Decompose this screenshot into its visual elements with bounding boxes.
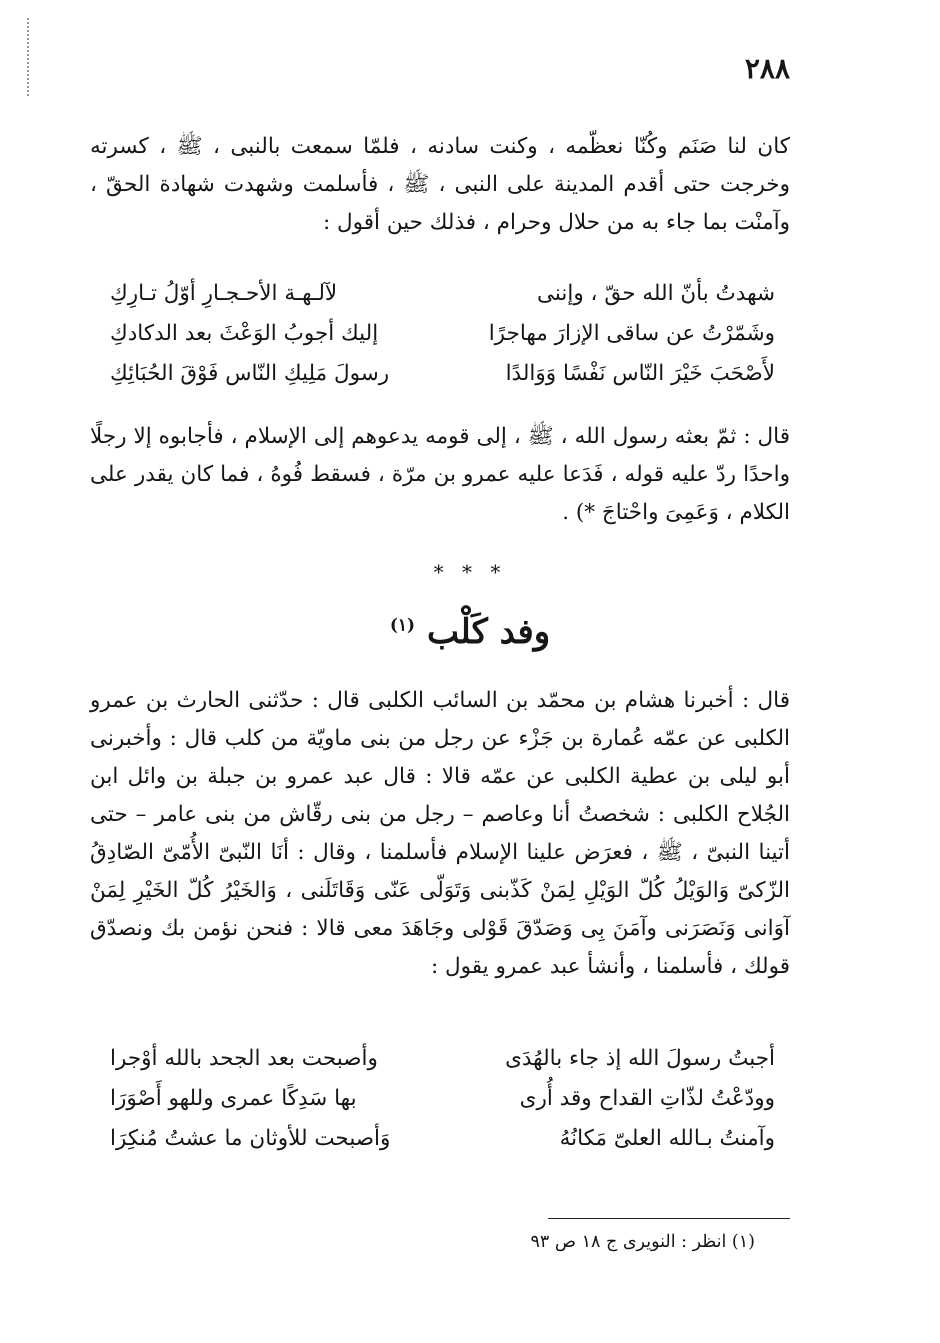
paragraph-1: كان لنا صَنَم وكُنّا نعظّمه ، وكنت سادنه ، فلمّا سمعت بالنبى ، ﷺ ، كسرته وخرجت حتى أقدم المدينة على النبى ، ﷺ ، فأسلمت وشهدت شهادة الحقّ ، وآمنْت بما جاء به من حلال وحرام ، فذلك حين أقول : <box>90 134 790 235</box>
verse-first-half: شهدتُ بأنّ الله حقّ ، وإننى <box>536 281 775 306</box>
verse-line <box>110 274 775 314</box>
verse-first-half: وودّعْتُ لذّاتِ القداح وقد أُرى <box>519 1086 775 1111</box>
section-heading <box>0 612 940 652</box>
footnote-rule <box>548 1218 790 1219</box>
verse-second-half: وأصبحت بعد الجحد بالله أوْجرا <box>110 1046 378 1071</box>
verse-second-half: إليك أجوبُ الوَعْثَ بعد الدكادكِ <box>110 321 379 346</box>
verse-second-half: وَأصبحت للأوثان ما عشتُ مُنكِرَا <box>110 1126 391 1151</box>
verse-line <box>110 354 775 394</box>
verse-first-half: وشَمّرْتُ عن ساقى الإزارَ مهاجرًا <box>488 321 775 346</box>
verse-line <box>110 314 775 354</box>
verse-line <box>110 1119 775 1159</box>
verse-line <box>110 1079 775 1119</box>
section-separator: * * * <box>433 560 507 584</box>
verse-line <box>110 1039 775 1079</box>
footnote-marker: (١) <box>389 615 416 636</box>
paragraph-3: قال : أخبرنا هشام بن محمّد بن السائب الكلبى قال : حدّثنى الحارث بن عمرو الكلبى عن عمّه عُمارة بن جَزْء عن رجل من بنى ماويّة من كلب قال : وأخبرنى أبو ليلى بن عطية الكلبى عن عمّه قالا : قال عبد عمرو بن جبلة بن وائل ابن الجُلاح الكلبى : شخصتُ أنا وعاصم – رجل من بنى رقّاش من بنى عامر – حتى أتينا النبىّ ، ﷺ ، فعرَض علينا الإسلام فأسلمنا ، وقال : أنَا النّبىّ الأُمّىّ الصّادِقُ الزّكىّ وَالوَيْلُ كُلّ الوَيْلِ لِمَنْ كَذّبنى وَتَوَلّى عَنّى وَقَاتَلَنى ، وَالخَيْرُ كُلّ الخَيْرِ لِمَنْ آوَانى وَنَصَرَنى وآمَنَ بِى وَصَدّقَ قَوْلى وجَاهَدَ معى قالا : فنحن نؤمن بك ونصدّق قولك ، فأسلمنا ، وأنشأ عبد عمرو يقول : <box>90 688 791 979</box>
margin-dots <box>27 18 33 96</box>
verse-second-half: لآلـهـة الأحـجـارِ أوّلُ تـارِكِ <box>110 281 338 306</box>
verse-first-half: لأَصْحَبَ خَيْرَ النّاس نَفْسًا وَوَالدًا <box>505 361 775 386</box>
footnote: (١) انظر : النويرى ج ١٨ ص ٩٣ <box>530 1232 755 1252</box>
paragraph-2: قال : ثمّ بعثه رسول الله ، ﷺ ، إلى قومه يدعوهم إلى الإسلام ، فأجابوه إلا رجلًا واحدًا ردّ عليه قوله ، فَدَعا عليه عمرو بن مرّة ، فسقط فُوهُ ، فما كان يقدر على الكلام ، وَعَمِىَ واحْتاجَ *) . <box>90 424 790 525</box>
verse-first-half: وآمنتُ بـالله العلىّ مَكانُهُ <box>559 1126 775 1151</box>
verse-second-half: رسولَ مَلِيكِ النّاس فَوْقَ الحُبَائِكِ <box>110 361 390 386</box>
verse-first-half: أجبتُ رسولَ الله إذ جاء بالهُدَى <box>505 1046 775 1071</box>
verse-second-half: بها سَدِكًا عمرى وللهو أَصْوَرَا <box>110 1086 357 1111</box>
poem-1 <box>110 274 775 394</box>
heading-text: وفد كَلْب <box>426 612 551 652</box>
page-number: ٢٨٨ <box>744 52 790 85</box>
poem-2 <box>110 1039 775 1159</box>
